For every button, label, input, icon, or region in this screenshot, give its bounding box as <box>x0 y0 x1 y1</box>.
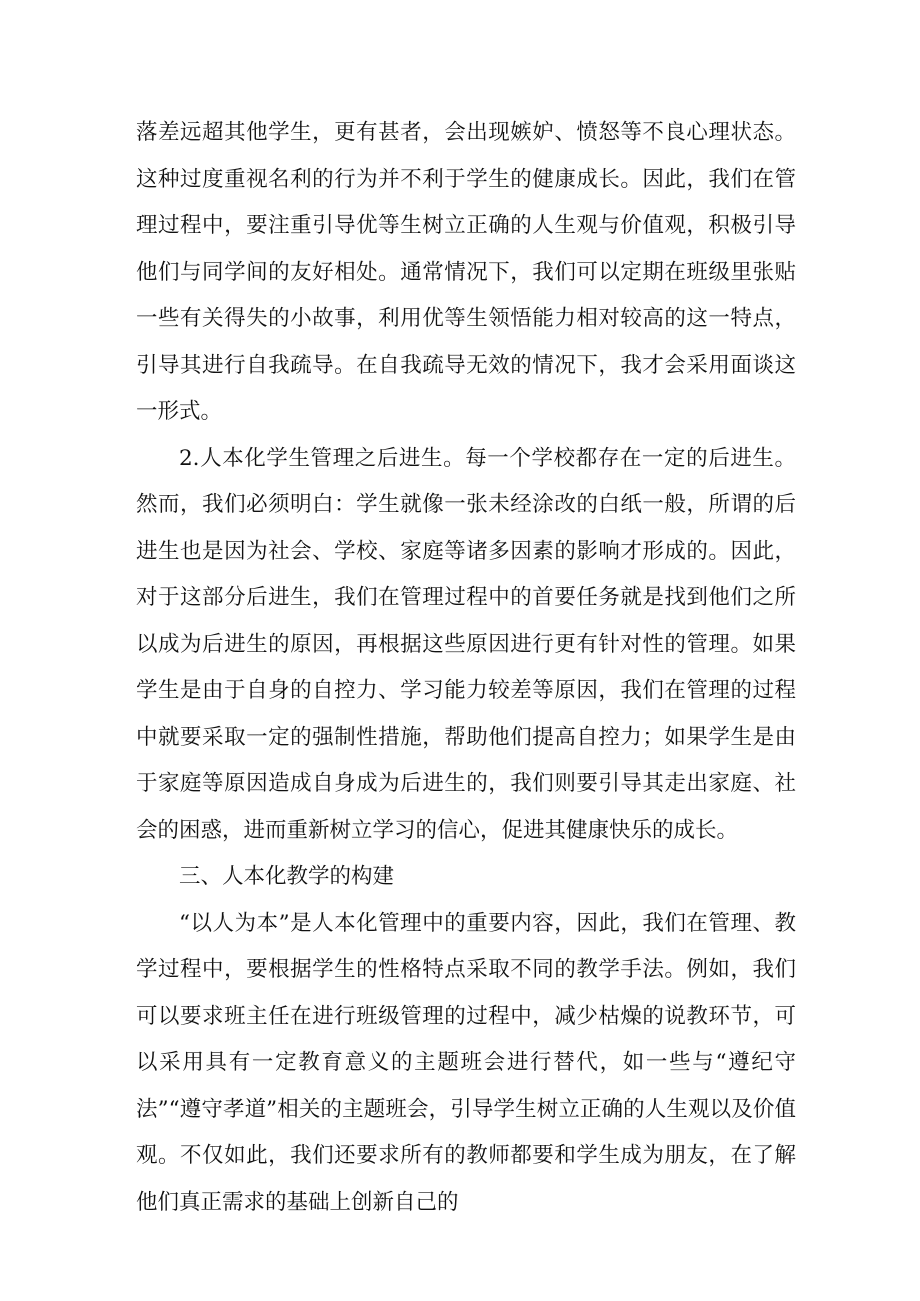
paragraph-people-oriented: “以人为本”是人本化管理中的重要内容，因此，我们在管理、教学过程中，要根据学生的性格特点采取不同的教学手法。例如，我们可以要求班主任在进行班级管理的过程中，减少枯燥的说教环节，可以采用具有一定教育意义的主题班会进行替代，如一些与“遵纪守法”“遵守孝道”相关的主题班会，引导学生树立正确的人生观以及价值观。不仅如此，我们还要求所有的教师都要和学生成为朋友，在了解他们真正需求的基础上创新自己的 <box>136 910 796 1215</box>
document-page <box>136 110 796 1226</box>
paragraph-continuation: 落差远超其他学生，更有甚者，会出现嫉妒、愤怒等不良心理状态。这种过度重视名利的行为并不利于学生的健康成长。因此，我们在管理过程中，要注重引导优等生树立正确的人生观与价值观，积极引导他们与同学间的友好相处。通常情况下，我们可以定期在班级里张贴一些有关得失的小故事，利用优等生领悟能力相对较高的这一特点，引导其进行自我疏导。在自我疏导无效的情况下，我才会采用面谈这一形式。 <box>136 120 796 424</box>
paragraph-underachievers: 2.人本化学生管理之后进生。每一个学校都存在一定的后进生。然而，我们必须明白：学生就像一张未经涂改的白纸一般，所谓的后进生也是因为社会、学校、家庭等诸多因素的影响才形成的。因此，对于这部分后进生，我们在管理过程中的首要任务就是找到他们之所以成为后进生的原因，再根据这些原因进行更有针对性的管理。如果学生是由于自身的自控力、学习能力较差等原因，我们在管理的过程中就要采取一定的强制性措施，帮助他们提高自控力；如果学生是由于家庭等原因造成自身成为后进生的，我们则要引导其走出家庭、社会的困惑，进而重新树立学习的信心，促进其健康快乐的成长。 <box>136 445 796 843</box>
section-heading: 三、人本化教学的构建 <box>179 864 395 889</box>
